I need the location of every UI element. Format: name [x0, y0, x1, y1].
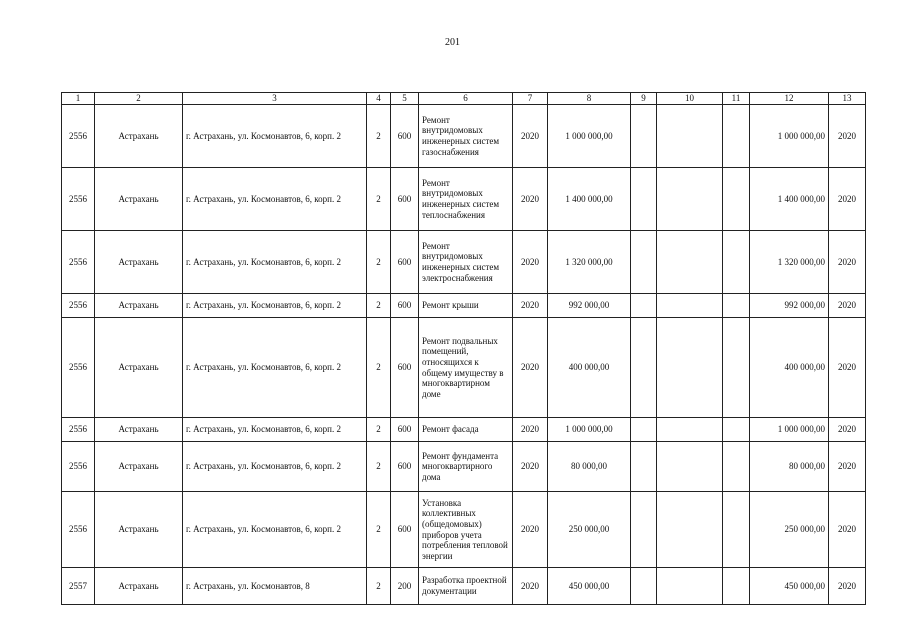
column-header: 5	[391, 93, 419, 105]
municipality-cell: Астрахань	[95, 568, 183, 605]
municipality-cell: Астрахань	[95, 168, 183, 231]
object-number-cell: 2557	[62, 568, 95, 605]
page-number: 201	[445, 37, 460, 48]
area-cell: 600	[391, 105, 419, 168]
object-number-cell: 2556	[62, 492, 95, 568]
table-row	[62, 492, 866, 568]
fund-cost-cell	[631, 442, 657, 492]
object-number-cell: 2556	[62, 318, 95, 418]
total-cost-cell: 400 000,00	[548, 318, 631, 418]
fund-cost-cell	[631, 492, 657, 568]
municipality-cell: Астрахань	[95, 294, 183, 318]
column-header: 2	[95, 93, 183, 105]
municipality-cell: Астрахань	[95, 231, 183, 294]
end-year-cell: 2020	[829, 442, 866, 492]
total-cost-cell: 992 000,00	[548, 294, 631, 318]
start-year-cell: 2020	[513, 231, 548, 294]
area-cell: 600	[391, 442, 419, 492]
address-cell: г. Астрахань, ул. Космонавтов, 6, корп. 2	[183, 418, 367, 442]
column-header: 1	[62, 93, 95, 105]
budget-cost-cell	[657, 492, 723, 568]
owners-cost-cell: 1 000 000,00	[750, 105, 829, 168]
column-header: 8	[548, 93, 631, 105]
floors-cell: 2	[367, 492, 391, 568]
owners-cost-cell: 1 320 000,00	[750, 231, 829, 294]
area-cell: 200	[391, 568, 419, 605]
other-cost-cell	[723, 168, 750, 231]
address-cell: г. Астрахань, ул. Космонавтов, 6, корп. 2	[183, 442, 367, 492]
column-header: 12	[750, 93, 829, 105]
start-year-cell: 2020	[513, 418, 548, 442]
total-cost-cell: 1 320 000,00	[548, 231, 631, 294]
end-year-cell: 2020	[829, 168, 866, 231]
object-number-cell: 2556	[62, 168, 95, 231]
work-type-cell: Ремонт внутридомовых инженерных систем теплоснабжения	[419, 168, 513, 231]
fund-cost-cell	[631, 318, 657, 418]
fund-cost-cell	[631, 294, 657, 318]
work-type-cell: Ремонт крыши	[419, 294, 513, 318]
municipality-cell: Астрахань	[95, 418, 183, 442]
floors-cell: 2	[367, 231, 391, 294]
end-year-cell: 2020	[829, 105, 866, 168]
area-cell: 600	[391, 168, 419, 231]
owners-cost-cell: 250 000,00	[750, 492, 829, 568]
work-type-cell: Ремонт внутридомовых инженерных систем газоснабжения	[419, 105, 513, 168]
start-year-cell: 2020	[513, 105, 548, 168]
other-cost-cell	[723, 568, 750, 605]
total-cost-cell: 450 000,00	[548, 568, 631, 605]
column-header: 7	[513, 93, 548, 105]
owners-cost-cell: 992 000,00	[750, 294, 829, 318]
address-cell: г. Астрахань, ул. Космонавтов, 8	[183, 568, 367, 605]
end-year-cell: 2020	[829, 231, 866, 294]
column-number-row	[62, 93, 866, 105]
fund-cost-cell	[631, 418, 657, 442]
owners-cost-cell: 450 000,00	[750, 568, 829, 605]
column-header: 6	[419, 93, 513, 105]
other-cost-cell	[723, 418, 750, 442]
budget-cost-cell	[657, 318, 723, 418]
column-header: 13	[829, 93, 866, 105]
municipality-cell: Астрахань	[95, 442, 183, 492]
work-type-cell: Ремонт подвальных помещений, относящихся к общему имуществу в многоквартирном доме	[419, 318, 513, 418]
end-year-cell: 2020	[829, 318, 866, 418]
table-row	[62, 168, 866, 231]
fund-cost-cell	[631, 168, 657, 231]
address-cell: г. Астрахань, ул. Космонавтов, 6, корп. 2	[183, 492, 367, 568]
budget-cost-cell	[657, 442, 723, 492]
floors-cell: 2	[367, 418, 391, 442]
area-cell: 600	[391, 318, 419, 418]
owners-cost-cell: 400 000,00	[750, 318, 829, 418]
budget-cost-cell	[657, 168, 723, 231]
other-cost-cell	[723, 318, 750, 418]
object-number-cell: 2556	[62, 231, 95, 294]
floors-cell: 2	[367, 168, 391, 231]
owners-cost-cell: 1 000 000,00	[750, 418, 829, 442]
object-number-cell: 2556	[62, 418, 95, 442]
area-cell: 600	[391, 231, 419, 294]
end-year-cell: 2020	[829, 492, 866, 568]
end-year-cell: 2020	[829, 294, 866, 318]
total-cost-cell: 1 400 000,00	[548, 168, 631, 231]
object-number-cell: 2556	[62, 442, 95, 492]
other-cost-cell	[723, 492, 750, 568]
start-year-cell: 2020	[513, 442, 548, 492]
end-year-cell: 2020	[829, 418, 866, 442]
budget-cost-cell	[657, 294, 723, 318]
table-row	[62, 294, 866, 318]
fund-cost-cell	[631, 568, 657, 605]
column-header: 10	[657, 93, 723, 105]
table-row	[62, 231, 866, 294]
floors-cell: 2	[367, 318, 391, 418]
table-row	[62, 105, 866, 168]
work-type-cell: Ремонт фундамента многоквартирного дома	[419, 442, 513, 492]
address-cell: г. Астрахань, ул. Космонавтов, 6, корп. 2	[183, 105, 367, 168]
address-cell: г. Астрахань, ул. Космонавтов, 6, корп. 2	[183, 168, 367, 231]
end-year-cell: 2020	[829, 568, 866, 605]
floors-cell: 2	[367, 105, 391, 168]
other-cost-cell	[723, 442, 750, 492]
start-year-cell: 2020	[513, 168, 548, 231]
table-row	[62, 442, 866, 492]
address-cell: г. Астрахань, ул. Космонавтов, 6, корп. 2	[183, 318, 367, 418]
start-year-cell: 2020	[513, 492, 548, 568]
work-type-cell: Ремонт фасада	[419, 418, 513, 442]
start-year-cell: 2020	[513, 294, 548, 318]
object-number-cell: 2556	[62, 105, 95, 168]
table-row	[62, 418, 866, 442]
address-cell: г. Астрахань, ул. Космонавтов, 6, корп. 2	[183, 294, 367, 318]
table-row	[62, 318, 866, 418]
owners-cost-cell: 80 000,00	[750, 442, 829, 492]
table-row	[62, 568, 866, 605]
floors-cell: 2	[367, 568, 391, 605]
area-cell: 600	[391, 418, 419, 442]
start-year-cell: 2020	[513, 318, 548, 418]
budget-cost-cell	[657, 105, 723, 168]
fund-cost-cell	[631, 105, 657, 168]
column-header: 11	[723, 93, 750, 105]
other-cost-cell	[723, 105, 750, 168]
fund-cost-cell	[631, 231, 657, 294]
municipality-cell: Астрахань	[95, 318, 183, 418]
owners-cost-cell: 1 400 000,00	[750, 168, 829, 231]
other-cost-cell	[723, 294, 750, 318]
budget-cost-cell	[657, 231, 723, 294]
floors-cell: 2	[367, 294, 391, 318]
municipality-cell: Астрахань	[95, 105, 183, 168]
address-cell: г. Астрахань, ул. Космонавтов, 6, корп. 2	[183, 231, 367, 294]
total-cost-cell: 1 000 000,00	[548, 105, 631, 168]
total-cost-cell: 250 000,00	[548, 492, 631, 568]
area-cell: 600	[391, 294, 419, 318]
area-cell: 600	[391, 492, 419, 568]
object-number-cell: 2556	[62, 294, 95, 318]
work-type-cell: Установка коллективных (общедомовых) приборов учета потребления тепловой энергии	[419, 492, 513, 568]
column-header: 3	[183, 93, 367, 105]
start-year-cell: 2020	[513, 568, 548, 605]
total-cost-cell: 80 000,00	[548, 442, 631, 492]
column-header: 4	[367, 93, 391, 105]
budget-cost-cell	[657, 568, 723, 605]
work-type-cell: Разработка проектной документации	[419, 568, 513, 605]
budget-cost-cell	[657, 418, 723, 442]
column-header: 9	[631, 93, 657, 105]
work-type-cell: Ремонт внутридомовых инженерных систем электроснабжения	[419, 231, 513, 294]
other-cost-cell	[723, 231, 750, 294]
capital-repair-table	[61, 92, 866, 605]
total-cost-cell: 1 000 000,00	[548, 418, 631, 442]
municipality-cell: Астрахань	[95, 492, 183, 568]
floors-cell: 2	[367, 442, 391, 492]
